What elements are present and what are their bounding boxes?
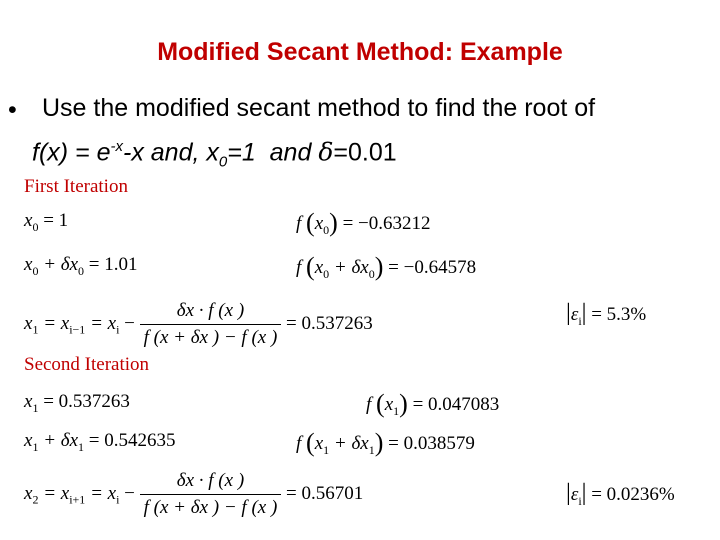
function-label: f(x) = e [32, 138, 111, 167]
eq-fx1: f $(x_1) = 0.047083$ [366, 389, 500, 418]
slide-title: Modified Secant Method: Example [157, 38, 563, 66]
delta-value: =0.01 [333, 138, 397, 167]
bullet-line-1: Use the modified secant method to find the root of [42, 94, 596, 122]
eq-x1-plus-delta: $x_1 + \delta x_1 = 0.542635$ [24, 430, 176, 454]
x0-subscript: 0 [218, 153, 228, 171]
eq-fx0-plus-delta: f $(x_0 + \delta x_0) = -0.64578$ [296, 252, 477, 281]
eq-x1-value: $x_1 = 0.537263$ [24, 391, 130, 415]
eq-error-1: $|\varepsilon_i| = 5.3\%$ [566, 300, 647, 328]
function-exponent: -x [110, 138, 123, 155]
eq-x0: $x_0 = 1$ [24, 210, 69, 234]
delta-symbol: δ [318, 137, 334, 167]
eq-fx0: f $(x_0) = -0.63212$ [296, 208, 431, 237]
x0-value: =1 [227, 138, 256, 167]
eq-fx1-plus-delta: f $(x_1 + \delta x_1) = 0.038579$ [296, 428, 475, 457]
and-word: and [269, 138, 312, 167]
second-iteration-heading: Second Iteration [24, 354, 150, 375]
eq-x1: $x_1 = x_{i-1} = x_i$ − $\frac{\delta x \cdot f (x )}{f (x + \delta x ) - f (x )}$ = 0.537263 [24, 300, 373, 348]
eq-x2: $x_2 = x_{i+1} = x_i$ − $\frac{\delta x \cdot f (x )}{f (x + \delta x ) - f (x )}$ = 0.56701 [24, 470, 364, 518]
eq-error-2: $|\varepsilon_i| = 0.0236\%$ [566, 480, 675, 508]
bullet-line-2 [32, 139, 397, 169]
eq-x0-plus-delta: $x_0 + \delta x_0 = 1.01$ [24, 254, 138, 278]
bullet-marker: • [8, 96, 17, 124]
first-iteration-heading: First Iteration [24, 176, 128, 197]
function-rest: -x and, x [123, 138, 219, 167]
